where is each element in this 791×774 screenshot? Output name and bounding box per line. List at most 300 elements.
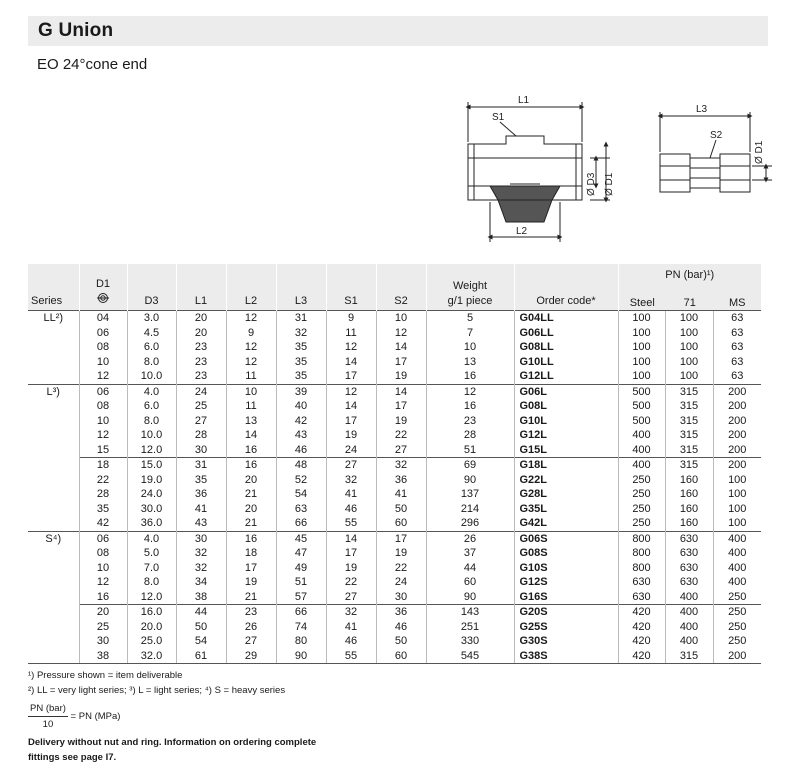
order-code-cell: G20S: [514, 605, 618, 620]
table-cell: 41: [326, 620, 376, 635]
table-cell: 32.0: [127, 649, 176, 664]
pn-conversion: [28, 701, 316, 732]
table-cell: 55: [326, 649, 376, 664]
table-cell: 22: [326, 575, 376, 590]
header-l1: L1: [176, 264, 226, 311]
table-cell: 10: [79, 561, 127, 576]
table-cell: 630: [618, 590, 665, 605]
table-cell: 30: [79, 634, 127, 649]
header-71: 71: [683, 296, 696, 309]
table-cell: 38: [79, 649, 127, 664]
table-cell: 36: [376, 473, 426, 488]
table-header-row: [28, 264, 761, 311]
label-d1: Ø D1: [604, 172, 615, 196]
series-cell: LL²): [28, 311, 79, 326]
table-cell: 100: [713, 516, 761, 531]
series-cell: [28, 575, 79, 590]
table-cell: 420: [618, 649, 665, 664]
label-d1-right: Ø D1: [754, 140, 765, 164]
table-cell: 41: [376, 487, 426, 502]
order-code-cell: G15L: [514, 443, 618, 458]
table-cell: 13: [426, 355, 514, 370]
table-cell: 400: [713, 531, 761, 546]
table-cell: 9: [226, 326, 276, 341]
table-cell: 100: [665, 355, 713, 370]
table-cell: 27: [326, 458, 376, 473]
table-cell: 545: [426, 649, 514, 664]
table-row: [28, 487, 761, 502]
series-cell: [28, 605, 79, 620]
table-cell: 200: [713, 399, 761, 414]
table-cell: 66: [276, 605, 326, 620]
table-cell: 7.0: [127, 561, 176, 576]
table-row: [28, 414, 761, 429]
table-cell: 160: [665, 502, 713, 517]
series-cell: [28, 487, 79, 502]
table-row: [28, 399, 761, 414]
table-cell: 250: [618, 502, 665, 517]
table-cell: 400: [665, 590, 713, 605]
page-subtitle: EO 24°cone end: [37, 56, 148, 73]
table-cell: 28: [176, 428, 226, 443]
table-cell: 4.0: [127, 384, 176, 399]
table-cell: 51: [276, 575, 326, 590]
table-row: [28, 384, 761, 399]
table-cell: 18: [226, 546, 276, 561]
table-row: [28, 311, 761, 326]
table-cell: 16: [426, 369, 514, 384]
table-cell: 400: [618, 428, 665, 443]
table-cell: 26: [226, 620, 276, 635]
series-cell: L³): [28, 384, 79, 399]
order-code-cell: G06L: [514, 384, 618, 399]
table-cell: 250: [713, 634, 761, 649]
table-row: [28, 546, 761, 561]
header-steel: Steel: [629, 296, 655, 309]
table-cell: 8.0: [127, 575, 176, 590]
table-cell: 38: [176, 590, 226, 605]
table-row: [28, 620, 761, 635]
order-code-cell: G18L: [514, 458, 618, 473]
table-cell: 63: [713, 369, 761, 384]
header-weight-label: Weight: [452, 280, 488, 292]
series-cell: [28, 561, 79, 576]
order-code-cell: G35L: [514, 502, 618, 517]
table-cell: 330: [426, 634, 514, 649]
table-cell: 12: [226, 355, 276, 370]
table-cell: 49: [276, 561, 326, 576]
table-cell: 250: [713, 620, 761, 635]
order-code-cell: G08L: [514, 399, 618, 414]
table-cell: 315: [665, 649, 713, 664]
table-row: [28, 502, 761, 517]
thread-symbol-icon: [97, 292, 109, 304]
table-cell: 60: [376, 516, 426, 531]
table-cell: 12: [226, 340, 276, 355]
table-cell: 35: [276, 355, 326, 370]
table-cell: 400: [618, 443, 665, 458]
table-cell: 50: [376, 634, 426, 649]
series-cell: [28, 649, 79, 664]
table-cell: 315: [665, 443, 713, 458]
table-cell: 200: [713, 443, 761, 458]
table-cell: 9: [326, 311, 376, 326]
table-cell: 12: [376, 326, 426, 341]
label-l1: L1: [518, 95, 530, 106]
table-cell: 137: [426, 487, 514, 502]
table-cell: 250: [713, 590, 761, 605]
table-cell: 500: [618, 384, 665, 399]
table-cell: 18: [79, 458, 127, 473]
series-cell: [28, 326, 79, 341]
table-cell: 25.0: [127, 634, 176, 649]
table-cell: 315: [665, 384, 713, 399]
table-cell: 250: [713, 605, 761, 620]
table-cell: 21: [226, 516, 276, 531]
table-cell: 6.0: [127, 399, 176, 414]
table-cell: 12: [226, 311, 276, 326]
table-cell: 41: [326, 487, 376, 502]
table-cell: 20.0: [127, 620, 176, 635]
series-cell: [28, 458, 79, 473]
label-s2: S2: [710, 130, 723, 141]
table-cell: 34: [176, 575, 226, 590]
order-code-cell: G10L: [514, 414, 618, 429]
table-cell: 63: [713, 340, 761, 355]
table-cell: 52: [276, 473, 326, 488]
table-cell: 12: [326, 384, 376, 399]
table-cell: 46: [326, 634, 376, 649]
table-cell: 200: [713, 414, 761, 429]
table-cell: 12.0: [127, 443, 176, 458]
order-code-cell: G06LL: [514, 326, 618, 341]
table-cell: 17: [226, 561, 276, 576]
table-cell: 630: [618, 575, 665, 590]
table-row: [28, 531, 761, 546]
table-cell: 04: [79, 311, 127, 326]
table-cell: 32: [326, 605, 376, 620]
table-cell: 10: [79, 414, 127, 429]
table-cell: 27: [326, 590, 376, 605]
table-cell: 400: [618, 458, 665, 473]
order-code-cell: G22L: [514, 473, 618, 488]
header-ms: MS: [729, 296, 746, 309]
table-cell: 100: [618, 355, 665, 370]
series-cell: [28, 340, 79, 355]
table-cell: 143: [426, 605, 514, 620]
footnote-1: ¹) Pressure shown = item deliverable: [28, 670, 183, 681]
order-code-cell: G28L: [514, 487, 618, 502]
table-cell: 800: [618, 531, 665, 546]
table-cell: 400: [665, 634, 713, 649]
table-cell: 30: [176, 531, 226, 546]
table-body: [28, 311, 761, 664]
table-row: [28, 561, 761, 576]
table-cell: 10: [79, 355, 127, 370]
table-cell: 36: [176, 487, 226, 502]
table-cell: 200: [713, 384, 761, 399]
table-cell: 32: [276, 326, 326, 341]
delivery-note: Delivery without nut and ring. Information on ordering complete: [28, 737, 317, 748]
spec-table: [28, 264, 761, 664]
table-cell: 35: [276, 369, 326, 384]
header-l2: L2: [226, 264, 276, 311]
table-cell: 25: [79, 620, 127, 635]
table-cell: 63: [713, 355, 761, 370]
series-cell: [28, 516, 79, 531]
table-cell: 12: [79, 369, 127, 384]
table-cell: 16: [79, 590, 127, 605]
order-code-cell: G04LL: [514, 311, 618, 326]
table-cell: 66: [276, 516, 326, 531]
table-cell: 100: [665, 340, 713, 355]
table-row: [28, 516, 761, 531]
page-title: G Union: [38, 20, 114, 41]
table-row: [28, 649, 761, 664]
order-code-cell: G10S: [514, 561, 618, 576]
delivery-note-2: fittings see page I7.: [28, 752, 117, 763]
table-cell: 11: [226, 369, 276, 384]
table-cell: 45: [276, 531, 326, 546]
table-cell: 100: [618, 326, 665, 341]
table-cell: 10.0: [127, 369, 176, 384]
table-row: [28, 443, 761, 458]
table-cell: 13: [226, 414, 276, 429]
label-d3: Ø D3: [586, 172, 597, 196]
table-cell: 500: [618, 399, 665, 414]
table-cell: 100: [665, 311, 713, 326]
table-cell: 800: [618, 546, 665, 561]
table-cell: 315: [665, 458, 713, 473]
table-row: [28, 458, 761, 473]
order-code-cell: G42L: [514, 516, 618, 531]
series-cell: [28, 546, 79, 561]
table-cell: 20: [79, 605, 127, 620]
table-cell: 160: [665, 516, 713, 531]
table-cell: 24: [376, 575, 426, 590]
header-d3: D3: [127, 264, 176, 311]
table-cell: 32: [326, 473, 376, 488]
table-cell: 90: [426, 473, 514, 488]
label-s1: S1: [492, 112, 505, 123]
order-code-cell: G12L: [514, 428, 618, 443]
table-cell: 30: [376, 590, 426, 605]
table-cell: 100: [713, 502, 761, 517]
table-cell: 35: [176, 473, 226, 488]
table-cell: 19: [376, 546, 426, 561]
table-cell: 25: [176, 399, 226, 414]
table-cell: 22: [376, 428, 426, 443]
table-cell: 20: [176, 326, 226, 341]
series-cell: [28, 502, 79, 517]
table-cell: 200: [713, 428, 761, 443]
table-cell: 315: [665, 414, 713, 429]
table-cell: 35: [79, 502, 127, 517]
series-cell: [28, 369, 79, 384]
order-code-cell: G10LL: [514, 355, 618, 370]
table-cell: 31: [276, 311, 326, 326]
table-cell: 51: [426, 443, 514, 458]
order-code-cell: G25S: [514, 620, 618, 635]
table-cell: 20: [176, 311, 226, 326]
table-cell: 12.0: [127, 590, 176, 605]
header-order-code: Order code*: [514, 264, 618, 311]
table-cell: 500: [618, 414, 665, 429]
table-cell: 47: [276, 546, 326, 561]
table-cell: 74: [276, 620, 326, 635]
series-cell: [28, 414, 79, 429]
table-cell: 42: [79, 516, 127, 531]
table-cell: 22: [376, 561, 426, 576]
table-cell: 21: [226, 487, 276, 502]
table-cell: 27: [176, 414, 226, 429]
table-cell: 3.0: [127, 311, 176, 326]
table-cell: 17: [326, 414, 376, 429]
series-cell: S⁴): [28, 531, 79, 546]
table-cell: 19: [326, 561, 376, 576]
table-cell: 17: [376, 399, 426, 414]
table-cell: 32: [176, 561, 226, 576]
table-cell: 16: [226, 458, 276, 473]
series-cell: [28, 443, 79, 458]
table-cell: 32: [176, 546, 226, 561]
table-cell: 10: [226, 384, 276, 399]
table-row: [28, 473, 761, 488]
label-l3: L3: [696, 104, 708, 115]
table-cell: 22: [79, 473, 127, 488]
table-cell: 54: [276, 487, 326, 502]
table-cell: 630: [665, 561, 713, 576]
series-cell: [28, 355, 79, 370]
table-cell: 24.0: [127, 487, 176, 502]
table-cell: 14: [226, 428, 276, 443]
table-cell: 46: [276, 443, 326, 458]
table-cell: 14: [376, 340, 426, 355]
table-cell: 44: [176, 605, 226, 620]
header-weight-unit: g/1 piece: [447, 294, 493, 307]
table-cell: 36: [376, 605, 426, 620]
order-code-cell: G06S: [514, 531, 618, 546]
table-row: [28, 355, 761, 370]
table-cell: 15: [79, 443, 127, 458]
table-cell: 63: [713, 326, 761, 341]
table-cell: 20: [226, 502, 276, 517]
table-cell: 200: [713, 649, 761, 664]
series-cell: [28, 634, 79, 649]
series-cell: [28, 473, 79, 488]
header-weight: [426, 264, 514, 311]
order-code-cell: G12LL: [514, 369, 618, 384]
header-l3: L3: [276, 264, 326, 311]
table-row: [28, 369, 761, 384]
table-cell: 100: [665, 326, 713, 341]
table-cell: 14: [326, 399, 376, 414]
table-cell: 7: [426, 326, 514, 341]
technical-drawing: [460, 92, 780, 252]
table-cell: 630: [665, 575, 713, 590]
header-d1: [79, 264, 127, 311]
table-cell: 28: [79, 487, 127, 502]
table-cell: 63: [713, 311, 761, 326]
series-cell: [28, 428, 79, 443]
table-cell: 420: [618, 620, 665, 635]
table-cell: 630: [665, 546, 713, 561]
header-pn-label: PN (bar)¹): [665, 268, 715, 281]
table-cell: 27: [226, 634, 276, 649]
table-cell: 420: [618, 605, 665, 620]
table-cell: 24: [176, 384, 226, 399]
table-cell: 16: [226, 531, 276, 546]
series-cell: [28, 590, 79, 605]
table-cell: 19: [226, 575, 276, 590]
table-cell: 54: [176, 634, 226, 649]
table-cell: 100: [618, 340, 665, 355]
table-cell: 06: [79, 384, 127, 399]
table-cell: 11: [226, 399, 276, 414]
order-code-cell: G30S: [514, 634, 618, 649]
table-cell: 20: [226, 473, 276, 488]
table-row: [28, 605, 761, 620]
table-cell: 23: [176, 340, 226, 355]
table-cell: 19: [326, 428, 376, 443]
order-code-cell: G08S: [514, 546, 618, 561]
table-cell: 90: [276, 649, 326, 664]
table-cell: 5.0: [127, 546, 176, 561]
table-cell: 5: [426, 311, 514, 326]
table-cell: 06: [79, 531, 127, 546]
table-cell: 21: [226, 590, 276, 605]
table-cell: 200: [713, 458, 761, 473]
header-s1: S1: [326, 264, 376, 311]
table-cell: 41: [176, 502, 226, 517]
table-cell: 10: [376, 311, 426, 326]
table-cell: 23: [176, 369, 226, 384]
table-cell: 400: [713, 561, 761, 576]
table-cell: 29: [226, 649, 276, 664]
footnote-2: ²) LL = very light series; ³) L = light series; ⁴) S = heavy series: [28, 685, 286, 696]
table-cell: 30: [176, 443, 226, 458]
table-cell: 100: [618, 311, 665, 326]
table-row: [28, 590, 761, 605]
table-cell: 17: [376, 355, 426, 370]
table-cell: 37: [426, 546, 514, 561]
table-row: [28, 326, 761, 341]
order-code-cell: G08LL: [514, 340, 618, 355]
table-row: [28, 340, 761, 355]
table-cell: 60: [426, 575, 514, 590]
header-pn: [618, 264, 761, 311]
table-cell: 16: [426, 399, 514, 414]
table-cell: 250: [618, 516, 665, 531]
table-row: [28, 634, 761, 649]
table-cell: 32: [376, 458, 426, 473]
pn-conversion-text: = PN (MPa): [70, 711, 121, 723]
table-cell: 24: [326, 443, 376, 458]
table-row: [28, 428, 761, 443]
label-l2: L2: [516, 226, 528, 237]
table-cell: 14: [376, 384, 426, 399]
table-cell: 250: [618, 487, 665, 502]
table-cell: 23: [226, 605, 276, 620]
table-cell: 80: [276, 634, 326, 649]
table-cell: 10: [426, 340, 514, 355]
table-cell: 4.0: [127, 531, 176, 546]
table-cell: 63: [276, 502, 326, 517]
table-cell: 39: [276, 384, 326, 399]
table-cell: 16.0: [127, 605, 176, 620]
table-cell: 250: [618, 473, 665, 488]
table-cell: 46: [376, 620, 426, 635]
